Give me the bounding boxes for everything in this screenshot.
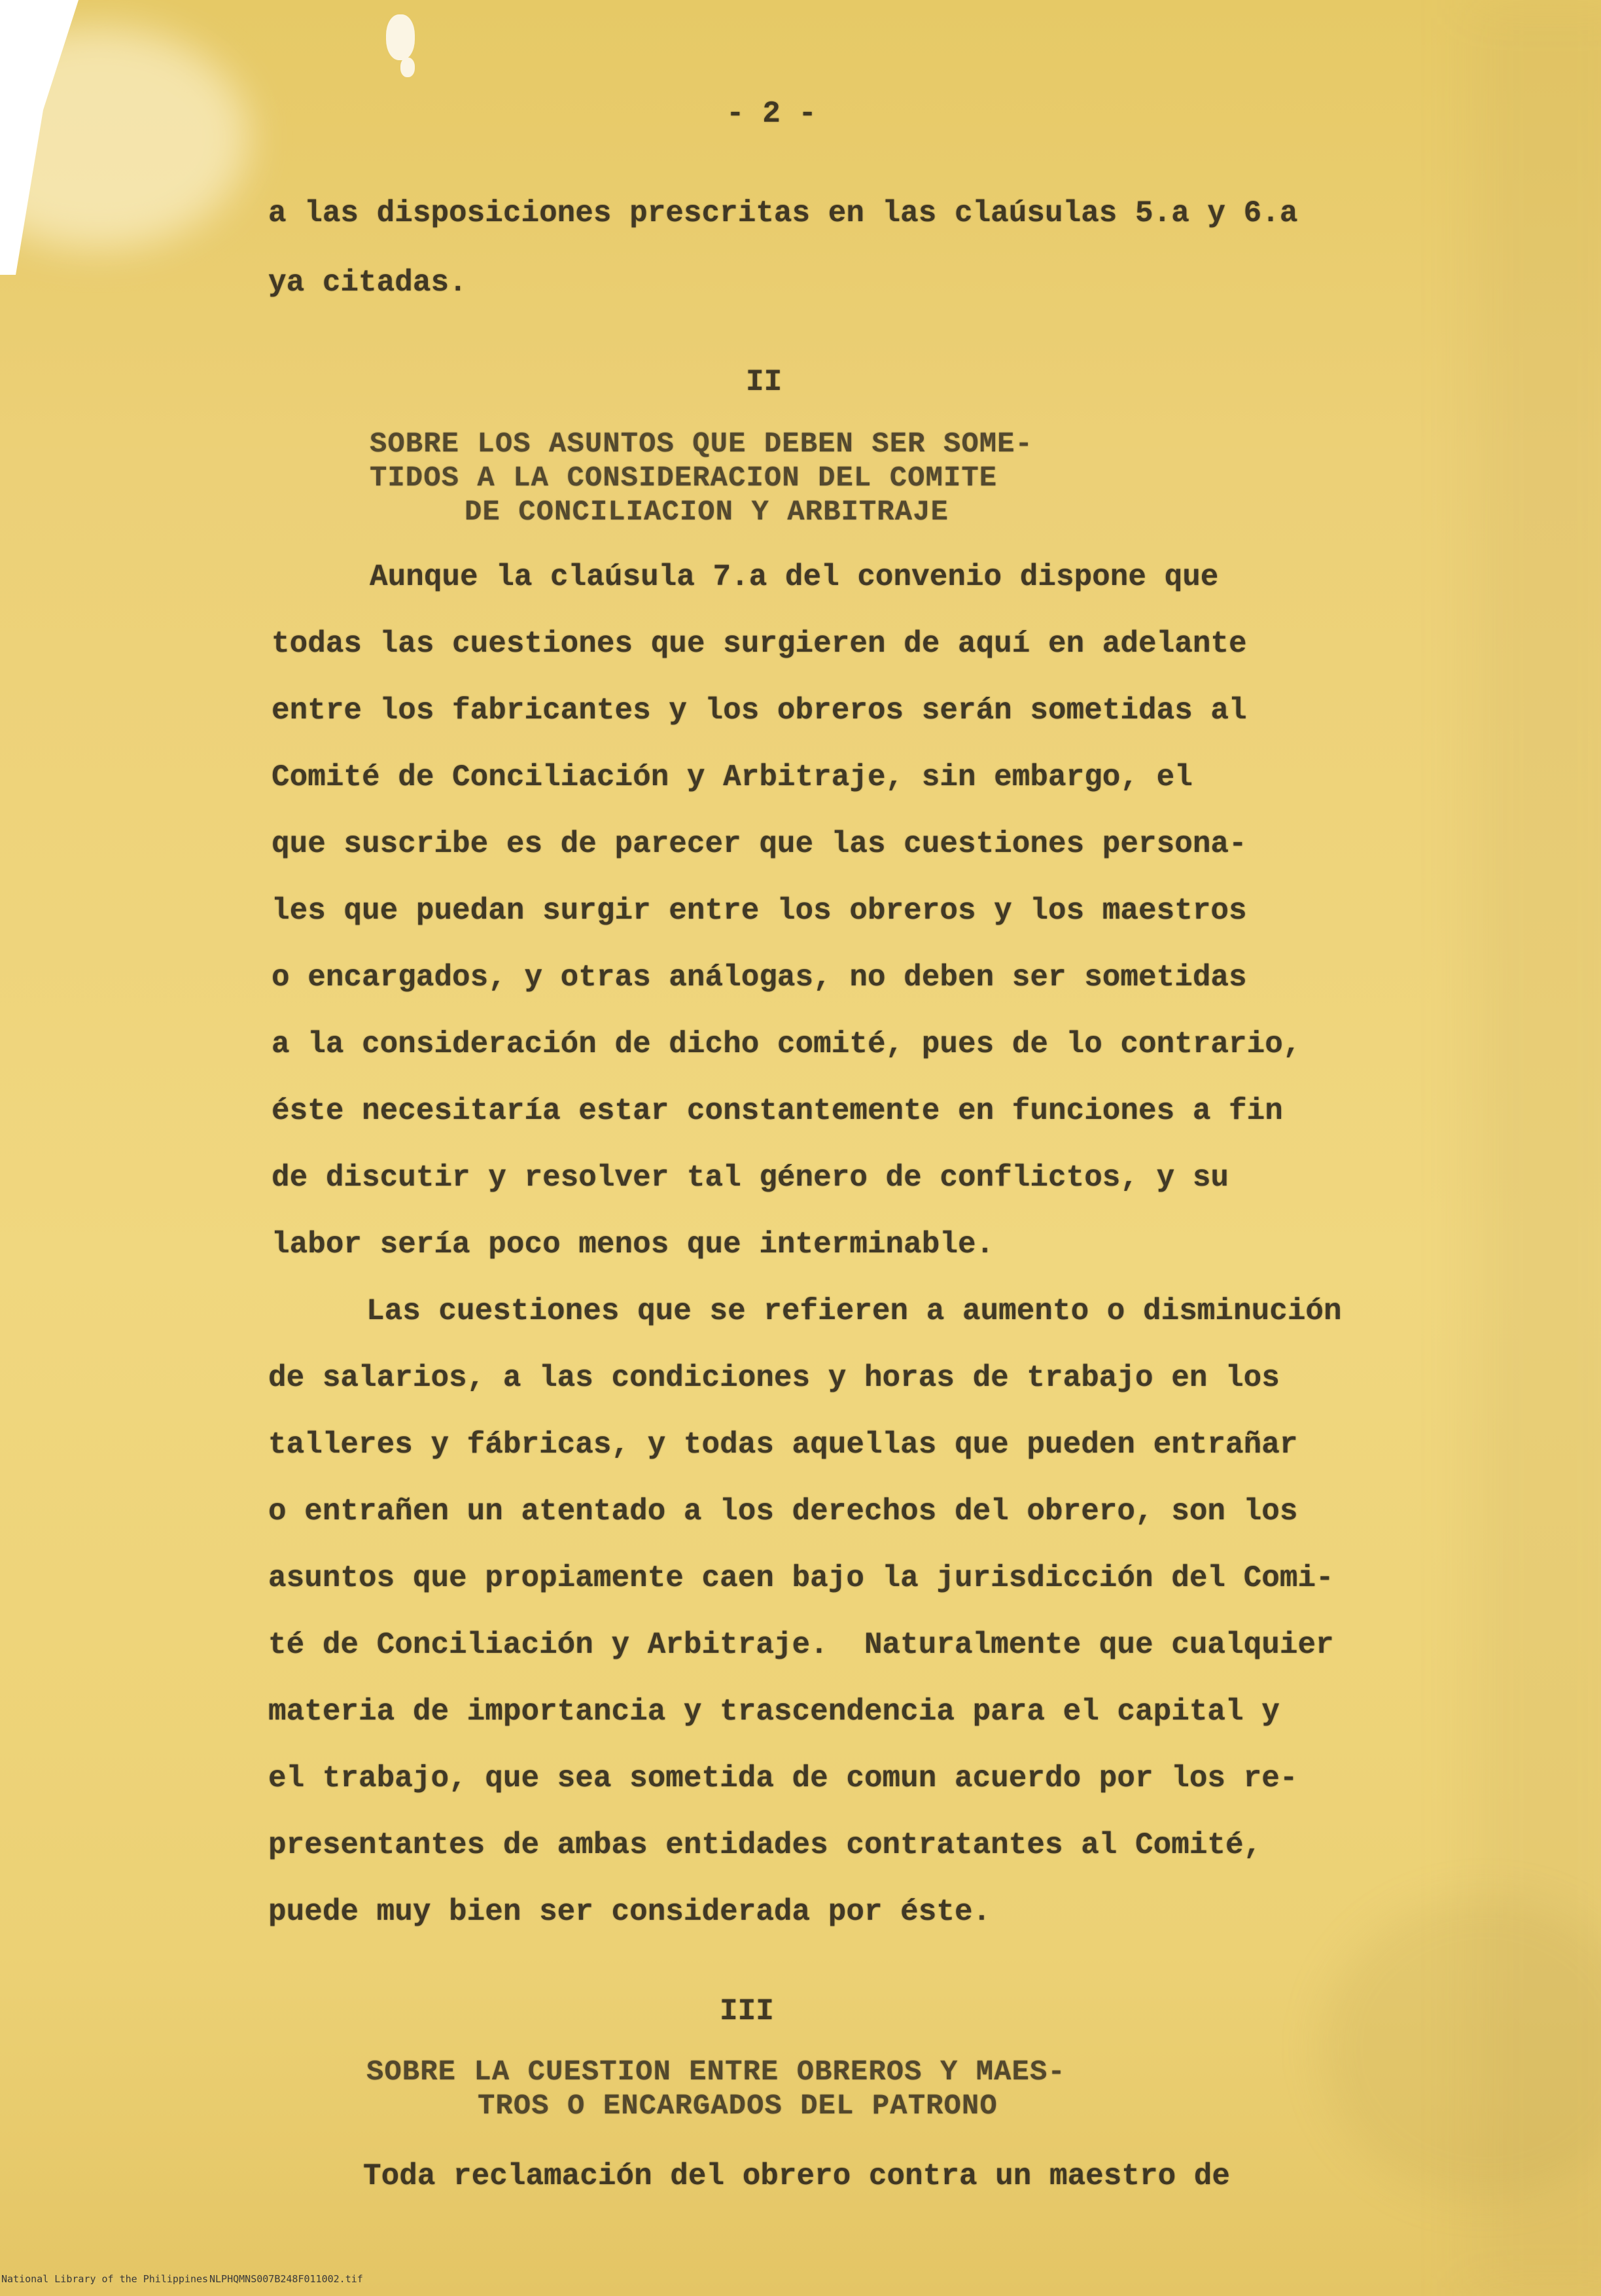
footer-file-id: NLPHQMNS007B248F011002.tif	[209, 2273, 363, 2285]
paper-stain	[1472, 0, 1601, 2296]
paragraph-line: a la consideración de dicho comité, pues de lo contrario,	[272, 1027, 1301, 1061]
section-heading: TIDOS A LA CONSIDERACION DEL COMITE	[370, 462, 998, 495]
text-line: a las disposiciones prescritas en las claúsulas 5.a y 6.a	[268, 196, 1298, 230]
paragraph-line: o entrañen un atentado a los derechos del obrero, son los	[268, 1494, 1298, 1528]
paragraph-line: les que puedan surgir entre los obreros y los maestros	[272, 894, 1247, 928]
paragraph-line: que suscribe es de parecer que las cuestiones persona-	[272, 827, 1247, 861]
paragraph-line: talleres y fábricas, y todas aquellas que pueden entrañar	[268, 1428, 1298, 1462]
paragraph-line: o encargados, y otras análogas, no deben ser sometidas	[272, 961, 1247, 995]
paragraph-line: de salarios, a las condiciones y horas de trabajo en los	[268, 1361, 1280, 1395]
text-line: ya citadas.	[268, 266, 467, 300]
section-heading: SOBRE LA CUESTION ENTRE OBREROS Y MAES-	[366, 2056, 1066, 2089]
page-number: - 2 -	[726, 97, 817, 131]
paragraph-line: puede muy bien ser considerada por éste.	[268, 1895, 991, 1929]
section-heading: TROS O ENCARGADOS DEL PATRONO	[478, 2090, 998, 2123]
paragraph-line: presentantes de ambas entidades contratantes al Comité,	[268, 1828, 1262, 1862]
paragraph-line: Aunque la claúsula 7.a del convenio dispone que	[370, 560, 1219, 594]
section-heading: DE CONCILIACION Y ARBITRAJE	[465, 496, 949, 529]
section-numeral: III	[720, 1994, 774, 2028]
footer-library: National Library of the Philippines	[1, 2273, 209, 2285]
paragraph-line: entre los fabricantes y los obreros serán sometidas al	[272, 694, 1247, 728]
paragraph-line: éste necesitaría estar constantemente en funciones a fin	[272, 1094, 1283, 1128]
paragraph-line: Toda reclamación del obrero contra un maestro de	[363, 2159, 1231, 2193]
paragraph-line: de discutir y resolver tal género de conflictos, y su	[272, 1161, 1229, 1195]
paragraph-line: Comité de Conciliación y Arbitraje, sin embargo, el	[272, 760, 1193, 794]
paragraph-line: té de Conciliación y Arbitraje. Naturalmente que cualquier	[268, 1628, 1334, 1662]
punch-hole	[386, 14, 415, 60]
section-numeral: II	[746, 365, 783, 399]
paragraph-line: el trabajo, que sea sometida de comun acuerdo por los re-	[268, 1761, 1298, 1795]
paragraph-line: todas las cuestiones que surgieren de aquí en adelante	[272, 627, 1247, 661]
punch-hole	[400, 58, 415, 77]
section-heading: SOBRE LOS ASUNTOS QUE DEBEN SER SOME-	[370, 428, 1033, 461]
paragraph-line: labor sería poco menos que interminable.	[272, 1227, 994, 1262]
paragraph-line: Las cuestiones que se refieren a aumento o disminución	[366, 1294, 1342, 1328]
paragraph-line: asuntos que propiamente caen bajo la jurisdicción del Comi-	[268, 1561, 1334, 1595]
paragraph-line: materia de importancia y trascendencia para el capital y	[268, 1695, 1280, 1729]
